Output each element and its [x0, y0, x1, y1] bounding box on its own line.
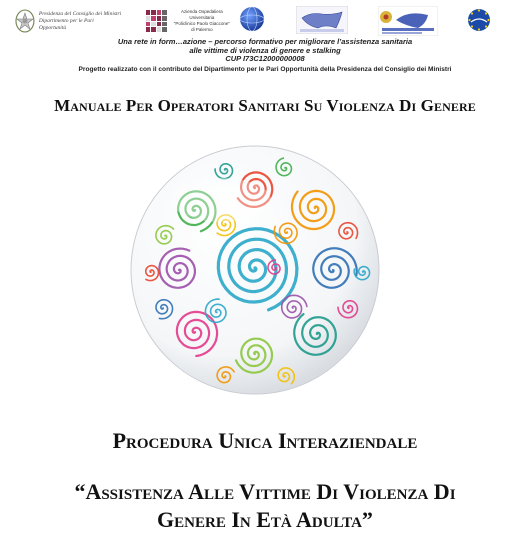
project-info [0, 38, 530, 74]
procedure-title: Procedura Unica Interaziendale [112, 428, 418, 453]
stars-globe-icon [465, 6, 493, 34]
globe-icon [239, 6, 265, 32]
swirl-sphere-image [125, 140, 385, 400]
procedure-subtitle [0, 478, 530, 534]
header-logos [0, 0, 530, 42]
sicily-map-icon [296, 6, 348, 34]
project-line-1: Una rete in form…azione – percorso formativo per migliorare l’assistenza sanitaria [117, 37, 413, 46]
dipartimento-line-2: Dipartimento per le Pari Opportunità [38, 17, 94, 31]
italian-emblem-icon [14, 8, 36, 34]
azienda-line-3: di Palermo [191, 27, 213, 32]
dipartimento-line-1: Presidenza del Consiglio dei Ministri [38, 10, 122, 17]
project-funding: Progetto realizzato con il contributo del Dipartimento per le Pari Opportunità della Presidenza del Consiglio dei Ministri [78, 65, 452, 73]
azienda-line-1: Azienda Ospedaliera Universitaria [180, 9, 223, 20]
azienda-line-2: "Policlinico Paolo Giaccone" [173, 21, 230, 26]
manual-title: Manuale Per Operatori Sanitari Su Violenza Di Genere [54, 96, 476, 115]
procedure-subtitle-line-1: “Assistenza Alle Vittime Di Violenza Di [74, 479, 456, 504]
policlinico-mosaic-icon [146, 10, 167, 32]
procedure-subtitle-line-2: Genere In Età Adulta” [157, 507, 373, 532]
project-line-2: alle vittime di violenza di genere e stalking [189, 45, 341, 55]
project-cup: CUP I73C12000000008 [225, 54, 305, 64]
regione-sicilia-icon [378, 6, 438, 36]
logo-dipartimento-pari-opportunita [14, 6, 122, 36]
logo-azienda-policlinico [146, 6, 234, 36]
